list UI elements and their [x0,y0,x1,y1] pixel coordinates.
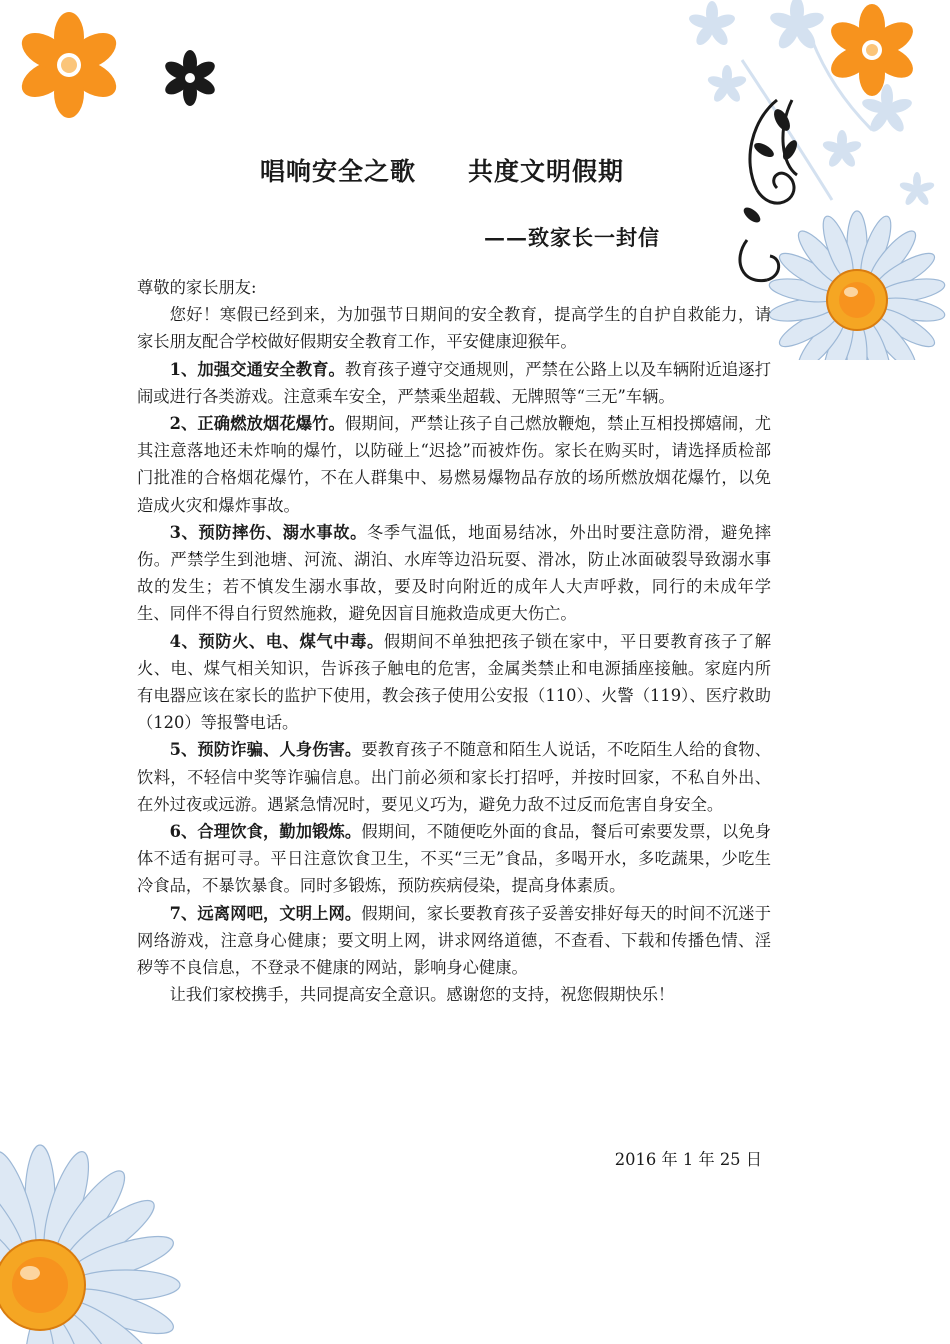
safety-item-text: 假期间，严禁让孩子自己燃放鞭炮，禁止互相投掷嬉闹，尤其注意落地还未炸响的爆竹，以防碰上“迟捻”而被炸伤。家长在购买时，请选择质检部门批准的合格烟花爆竹，不在人群集中、易燃易爆物品存放的场所燃放烟花爆竹，以免造成火灾和爆炸事故。 [137,414,771,515]
safety-item-4 [137,628,771,737]
safety-item-text: 要教育孩子不随意和陌生人说话，不吃陌生人给的食物、饮料，不轻信中奖等诈骗信息。出门前必须和家长打招呼，并按时回家，不私自外出、在外过夜或远游。遇紧急情况时，要见义巧为，避免力敌不过反而危害自身安全。 [137,740,771,814]
safety-item-6 [137,818,771,900]
safety-item-text: 假期间，家长要教育孩子妥善安排好每天的时间不沉迷于网络游戏，注意身心健康；要文明上网，讲求网络道德，不查看、下载和传播色情、淫秽等不良信息，不登录不健康的网站，影响身心健康。 [137,903,771,978]
letter-date: 2016 年 1 年 25 日 [614,1150,762,1169]
safety-item-text: 教育孩子遵守交通规则，严禁在公路上以及车辆附近追逐打闹或进行各类游戏。注意乘车安全，严禁乘坐超载、无牌照等“三无”车辆。 [137,359,771,406]
letter-title: 唱响安全之歌 共度文明假期 [260,157,625,186]
safety-item-heading: 1、加强交通安全教育。 [169,359,345,379]
safety-item-7 [137,900,771,982]
black-flower-icon [160,48,220,108]
intro-paragraph: 您好！寒假已经到来，为加强节日期间的安全教育，提高学生的自护自救能力，请家长朋友配合学校做好假期安全教育工作，平安健康迎猴年。 [137,305,771,352]
safety-item-text: 假期间不单独把孩子锁在家中，平日要教育孩子了解火、电、煤气相关知识，告诉孩子触电的危害，金属类禁止和电源插座接触。家庭内所有电器应该在家长的监护下使用，教会孩子使用公安报（110）、火警（119）、医疗救助（120）等报警电话。 [137,631,771,733]
safety-item-heading: 3、预防摔伤、溺水事故。 [169,522,367,542]
letter-body [137,274,771,1008]
safety-item-text: 冬季气温低，地面易结冰，外出时要注意防滑，避免摔伤。严禁学生到池塘、河流、湖泊、水库等边沿玩耍、滑冰，防止冰面破裂导致溺水事故的发生；若不慎发生溺水事故，要及时向附近的成年人大声呼救，同行的未成年学生、同伴不得自行贸然施救，避免因盲目施救造成更大伤亡。 [137,522,771,624]
safety-item-heading: 7、远离网吧，文明上网。 [169,903,362,923]
safety-item-heading: 5、预防诈骗、人身伤害。 [169,740,362,760]
closing-paragraph: 让我们家校携手，共同提高安全意识。感谢您的支持，祝您假期快乐！ [169,985,675,1005]
salutation: 尊敬的家长朋友: [137,278,257,297]
letter-subtitle: ——致家长一封信 [484,225,660,250]
safety-item-heading: 6、合理饮食，勤加锻炼。 [169,822,362,842]
safety-item-text: 假期间，不随便吃外面的食品，餐后可索要发票，以免身体不适有据可寻。平日注意饮食卫生，不买“三无”食品，多喝开水，多吃蔬果，少吃生冷食品，不暴饮暴食。同时多锻炼，预防疾病侵染，提高身体素质。 [137,822,771,896]
safety-item-2 [137,410,771,519]
safety-item-heading: 2、正确燃放烟花爆竹。 [169,414,345,434]
safety-item-5 [137,736,771,818]
orange-flower-icon [14,10,124,120]
safety-item-heading: 4、预防火、电、煤气中毒。 [169,631,384,651]
daisy-icon [0,1110,200,1344]
safety-item-3 [137,519,771,628]
safety-item-1 [137,356,771,410]
